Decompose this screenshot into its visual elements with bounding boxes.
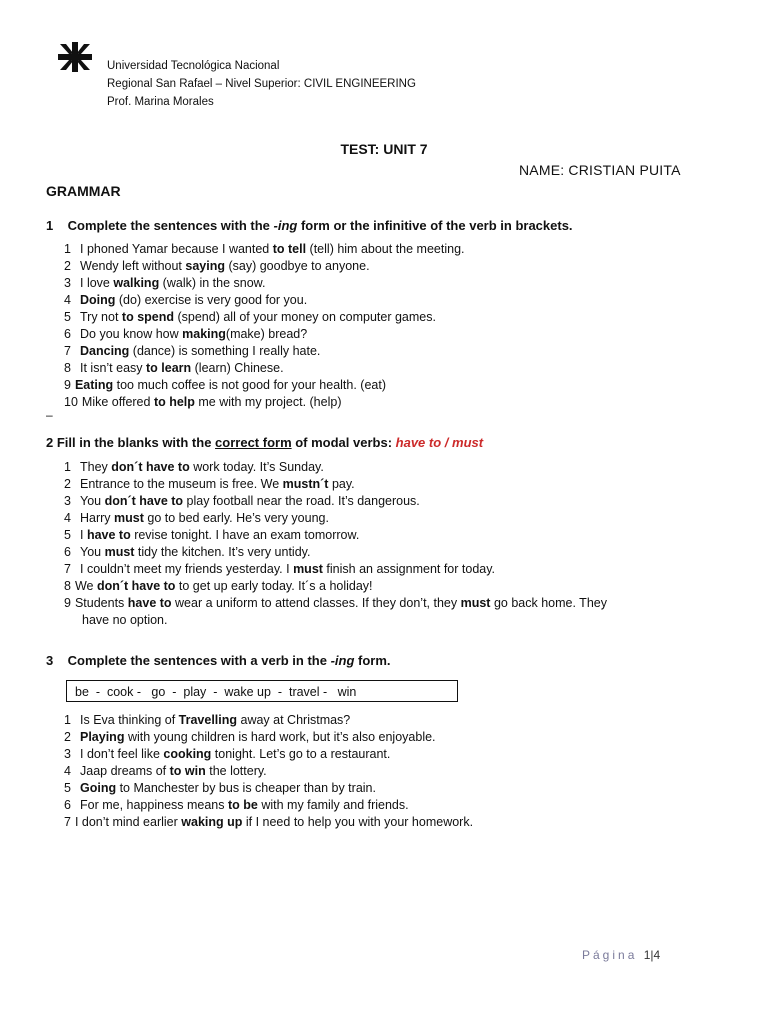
list-item [64,292,465,309]
item-number: 4 [64,764,71,778]
item-text: tonight. Let’s go to a restaurant. [211,747,391,761]
item-text: me with my project. (help) [194,395,342,409]
item-answer: to help [153,395,195,409]
item-text: Is Eva thinking of [80,713,179,727]
item-text: Harry [80,511,115,525]
item-text: go to bed early. He’s very young. [143,511,329,525]
item-answer: must [104,545,135,559]
item-text: I love [80,276,114,290]
item-text: Mike offered [81,395,154,409]
professor-name: Prof. Marina Morales [107,96,214,108]
item-text: Students [74,596,128,610]
item-text: For me, happiness means [80,798,228,812]
question-2-list [64,459,704,629]
list-item [64,527,704,544]
list-item [64,712,473,729]
item-text: It isn’t easy [80,361,146,375]
item-number: 5 [64,528,71,542]
item-answer: Playing [80,730,125,744]
item-text: (tell) him about the meeting. [306,242,465,256]
list-item [64,746,473,763]
list-item [64,493,704,510]
item-answer: waking up [181,815,243,829]
heading-modal-verbs: have to / must [395,435,484,450]
item-number: 2 [64,477,71,491]
item-number: 9 [64,378,71,392]
item-number: 5 [64,310,71,324]
question-3-list [64,712,473,831]
list-item [64,394,465,411]
item-number: 7 [64,815,71,829]
item-number: 6 [64,545,71,559]
heading-text: Complete the sentences with a verb in the [67,653,331,668]
list-item [64,763,473,780]
test-title: TEST: UNIT 7 [340,141,428,157]
item-answer: Travelling [178,713,238,727]
section-title: GRAMMAR [46,183,121,199]
item-number: 3 [64,276,71,290]
list-item [64,275,465,292]
item-text: with my family and friends. [257,798,409,812]
item-text: (do) exercise is very good for you. [115,293,308,307]
item-text: (learn) Chinese. [191,361,284,375]
item-answer: Dancing [80,344,130,358]
dash-mark: – [46,408,53,422]
page-footer [582,948,660,962]
item-number: 3 [64,494,71,508]
item-answer: have to [127,596,172,610]
item-answer: have to [86,528,131,542]
item-number: 9 [64,596,71,610]
item-answer: Doing [80,293,116,307]
item-number: 7 [64,344,71,358]
list-item [64,561,704,578]
list-item [64,544,704,561]
list-item [64,780,473,797]
university-logo-icon [58,42,92,72]
item-text: (spend) all of your money on computer games. [174,310,436,324]
item-answer: don´t have to [104,494,184,508]
list-item [64,797,473,814]
item-text: I don’t feel like [80,747,164,761]
list-item [64,377,465,394]
item-text: You [80,545,105,559]
item-text: play football near the road. It’s dangerous. [183,494,420,508]
item-continuation: have no option. [82,613,168,627]
item-text: to get up early today. It´s a holiday! [175,579,373,593]
item-answer: must [114,511,144,525]
item-text: finish an assignment for today. [322,562,496,576]
item-number: 2 [64,259,71,273]
question-2-heading [46,435,483,450]
item-text: They [80,460,112,474]
item-number: 7 [64,562,71,576]
question-1-heading [46,218,573,233]
university-name: Universidad Tecnológica Nacional [107,60,280,72]
item-text: away at Christmas? [237,713,351,727]
item-text: work today. It’s Sunday. [189,460,324,474]
item-number: 5 [64,781,71,795]
item-text: You [80,494,105,508]
item-text: I don’t mind earlier [74,815,182,829]
item-number: 4 [64,293,71,307]
list-item [64,578,704,595]
question-1-list [64,241,465,411]
item-answer: saying [185,259,225,273]
list-item [64,814,473,831]
item-number: 4 [64,511,71,525]
item-answer: making [182,327,226,341]
item-number: 6 [64,327,71,341]
list-item [64,360,465,377]
item-text: Jaap dreams of [80,764,170,778]
item-answer: to tell [272,242,307,256]
item-number: 6 [64,798,71,812]
heading-text: form or the infinitive of the verb in brackets. [297,218,573,233]
item-number: 1 [64,460,71,474]
item-number: 8 [64,361,71,375]
item-answer: Going [80,781,117,795]
question-number: 1 [46,218,54,233]
question-3-heading [46,653,391,668]
item-answer: don´t have to [96,579,176,593]
item-answer: must [293,562,323,576]
item-text: pay. [328,477,355,491]
item-answer: walking [113,276,160,290]
item-text: go back home. They [490,596,607,610]
word-bank-box [66,680,458,702]
item-answer: Eating [74,378,114,392]
heading-text: Complete the sentences with the [67,218,274,233]
heading-text: form. [354,653,391,668]
item-number: 1 [64,242,71,256]
list-item [64,510,704,527]
item-answer: to learn [146,361,192,375]
heading-text: of modal verbs: [291,435,396,450]
item-answer: to be [228,798,258,812]
list-item [64,309,465,326]
item-number: 10 [64,395,78,409]
item-text: with young children is hard work, but it’s also enjoyable. [124,730,436,744]
item-text: if I need to help you with your homework. [242,815,474,829]
item-text: I phoned Yamar because I wanted [80,242,273,256]
list-item [64,326,465,343]
item-text: to Manchester by bus is cheaper than by train. [116,781,376,795]
item-text: Entrance to the museum is free. We [80,477,283,491]
item-text: (walk) in the snow. [159,276,266,290]
student-name: NAME: CRISTIAN PUITA [519,162,681,178]
item-answer: must [460,596,491,610]
heading-text: Fill in the blanks with the [56,435,216,450]
item-text: Wendy left without [80,259,186,273]
item-text: Do you know how [80,327,183,341]
item-text: revise tonight. I have an exam tomorrow. [130,528,360,542]
heading-underlined: correct form [215,435,292,450]
word-bank: be - cook - go - play - wake up - travel - win [75,685,357,699]
list-item [64,729,473,746]
item-answer: mustn´t [282,477,329,491]
list-item [64,595,704,629]
item-answer: to win [169,764,206,778]
item-text: We [74,579,97,593]
item-answer: cooking [163,747,212,761]
item-text: the lottery. [205,764,267,778]
item-answer: don´t have to [111,460,190,474]
question-number: 2 [46,435,54,450]
institution-header [107,57,416,111]
item-text: Try not [80,310,122,324]
item-text: wear a uniform to attend classes. If they don’t, they [171,596,461,610]
list-item [64,258,465,275]
item-text: tidy the kitchen. It’s very untidy. [134,545,311,559]
item-text: too much coffee is not good for your health. (eat) [113,378,387,392]
regional-line: Regional San Rafael – Nivel Superior: CIVIL ENGINEERING [107,78,416,90]
item-text: I [80,528,87,542]
list-item [64,343,465,360]
heading-emphasis: -ing [273,218,298,233]
page-label: Página [582,948,638,962]
item-answer: to spend [121,310,175,324]
heading-emphasis: -ing [330,653,355,668]
item-text: I couldn’t meet my friends yesterday. I [80,562,294,576]
item-number: 8 [64,579,71,593]
item-text: (dance) is something I really hate. [129,344,321,358]
question-number: 3 [46,653,54,668]
item-text: (make) bread? [225,327,308,341]
item-text: (say) goodbye to anyone. [225,259,370,273]
list-item [64,459,704,476]
list-item [64,241,465,258]
item-number: 1 [64,713,71,727]
page-number: 1|4 [643,948,661,962]
item-number: 2 [64,730,71,744]
item-number: 3 [64,747,71,761]
list-item [64,476,704,493]
